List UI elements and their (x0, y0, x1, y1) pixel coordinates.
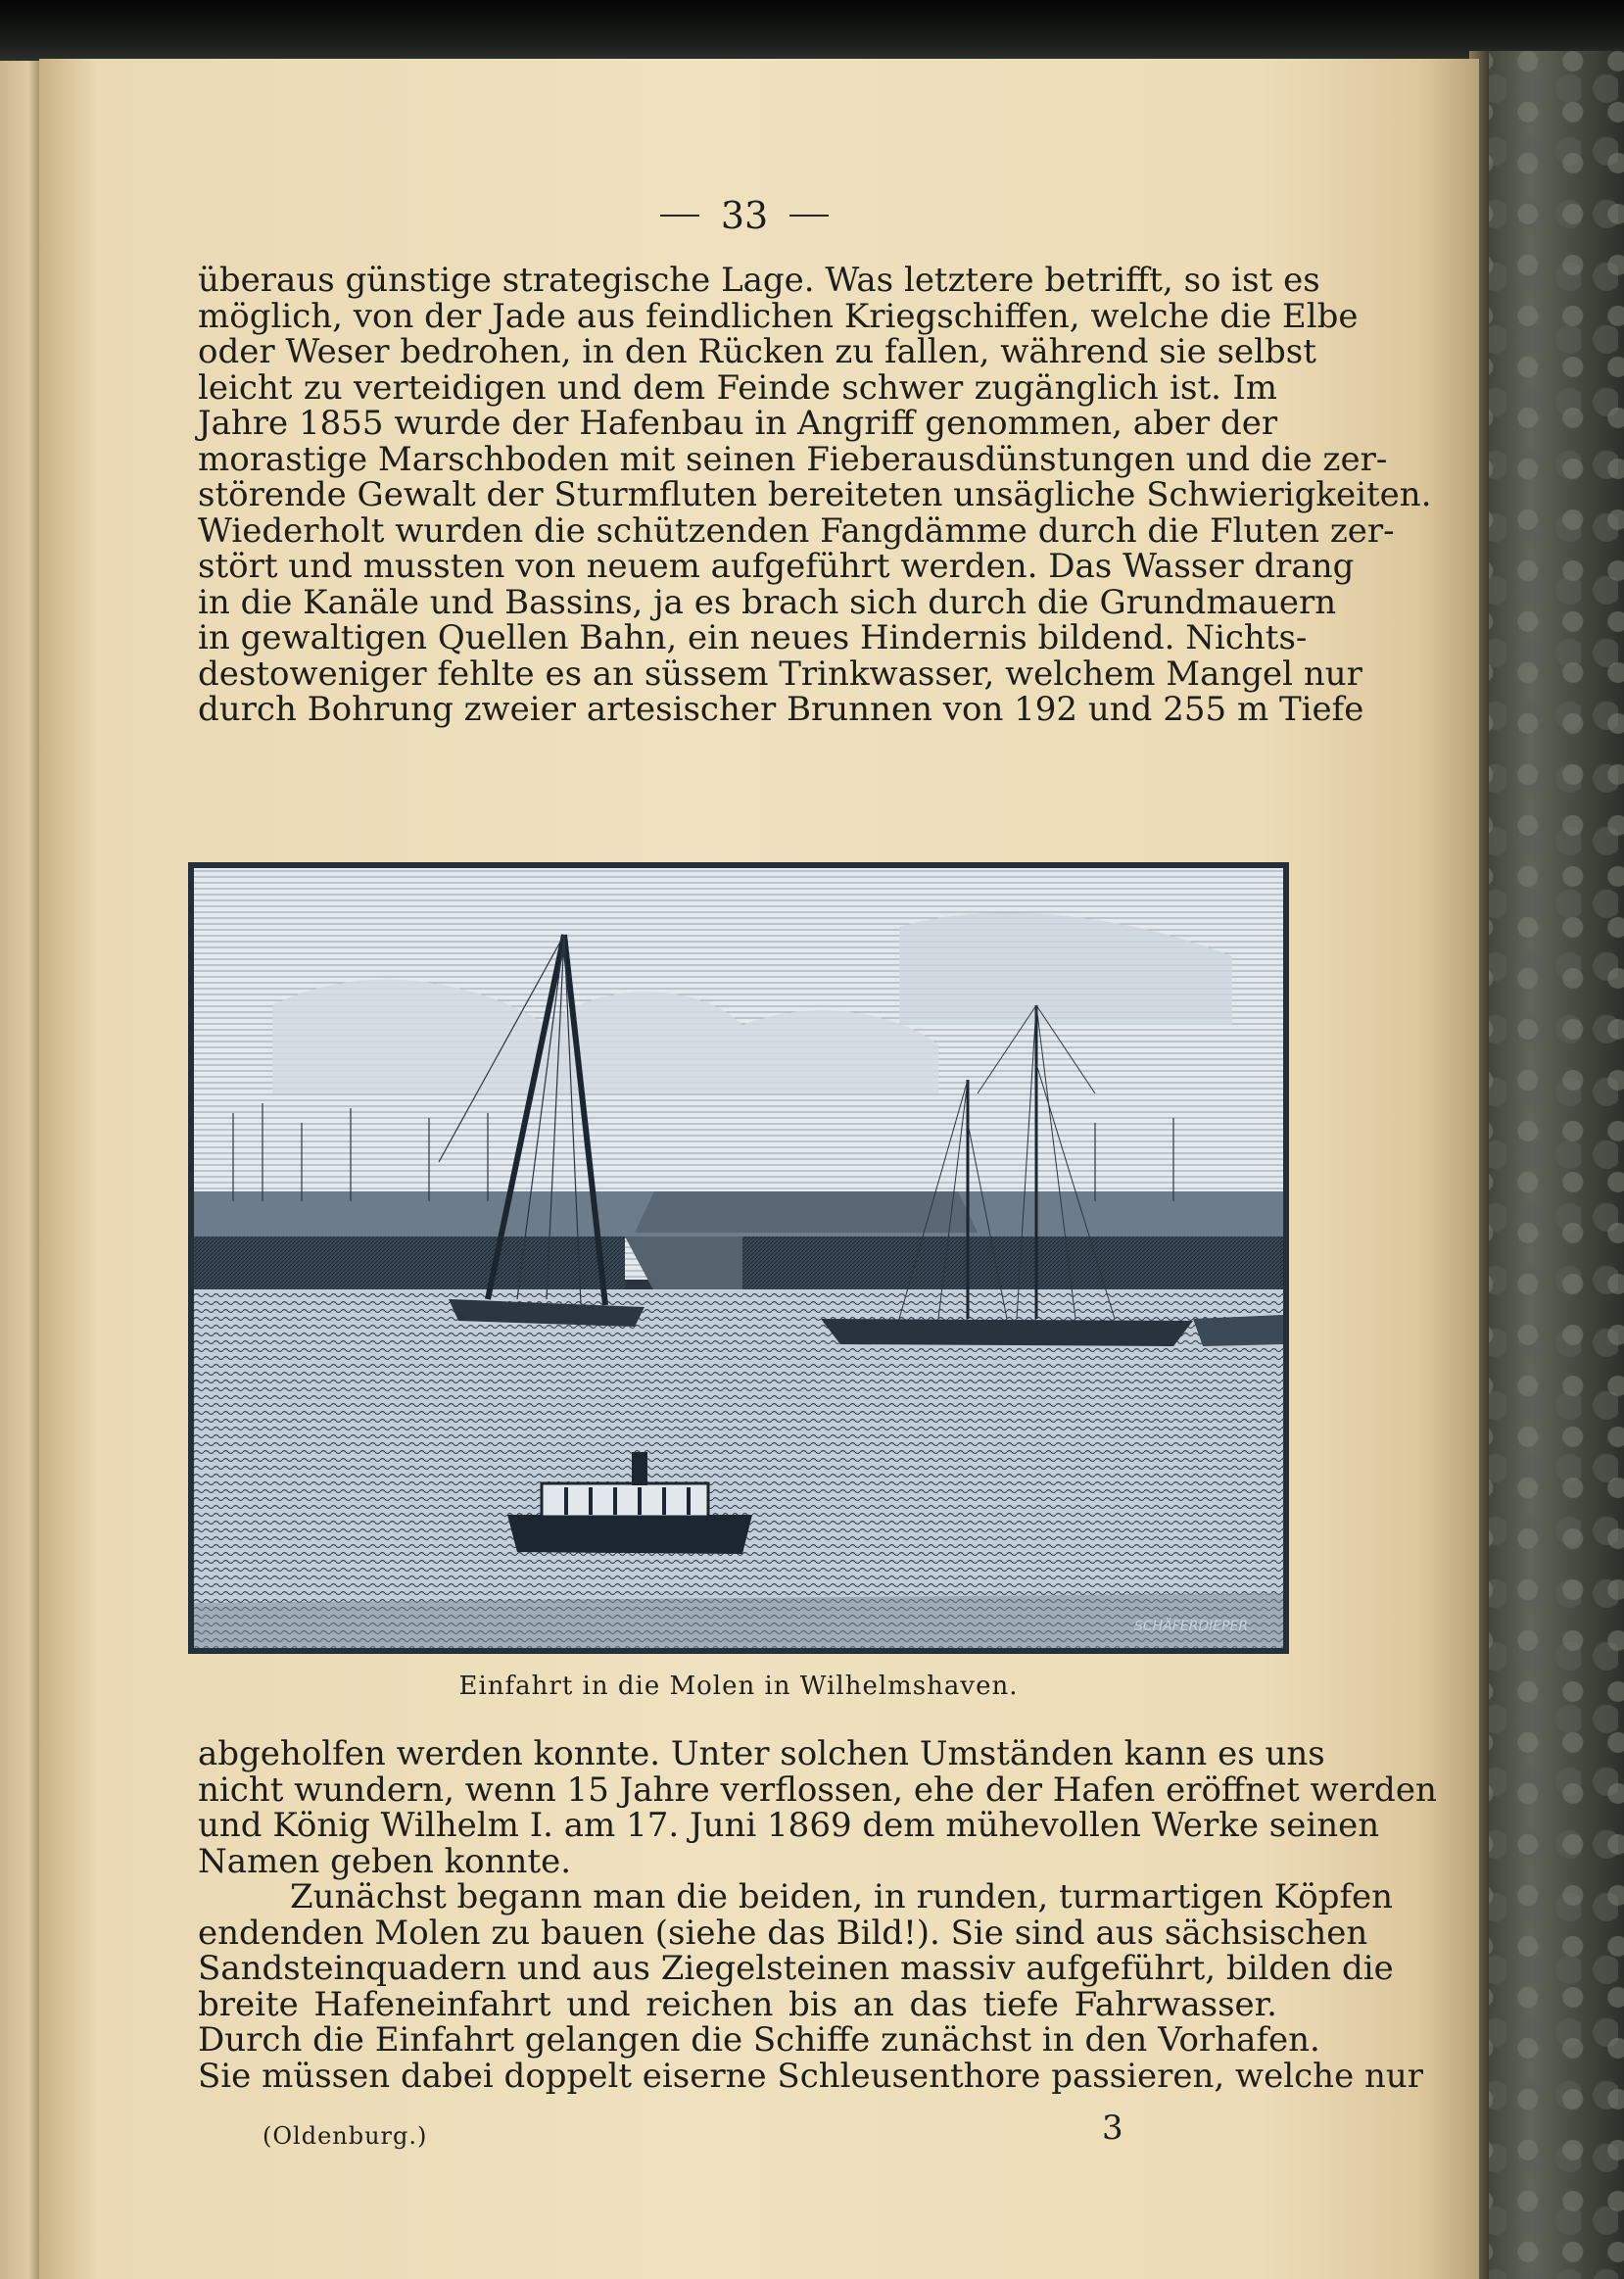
mole-left (194, 1236, 625, 1295)
book-page (39, 59, 1479, 2279)
paragraph-second (198, 1877, 1424, 2096)
text-line: und König Wilhelm I. am 17. Juni 1869 dem mühevollen Werke seinen (198, 1806, 1380, 1845)
text-line: leicht zu verteidigen und dem Feinde schwer zugänglich ist. Im (198, 367, 1277, 408)
footer-sheet-number: 3 (1102, 2109, 1123, 2148)
figure-caption: Einfahrt in die Molen in Wilhelmshaven. (458, 1672, 1019, 1701)
text-line: nicht wundern, wenn 15 Jahre verflossen, ehe der Hafen eröffnet werden (198, 1770, 1437, 1810)
facing-page-edge (0, 61, 41, 2279)
text-line: oder Weser bedrohen, in den Rücken zu fallen, während sie selbst (198, 332, 1316, 371)
text-line: störende Gewalt der Sturmfluten bereiteten unsägliche Schwierigkeiten. (198, 475, 1432, 514)
paragraph-bottom (198, 1734, 1437, 1881)
artist-signature: SCHÄFERDIEPER (1134, 1619, 1249, 1634)
text-line: Durch die Einfahrt gelangen die Schiffe zunächst in den Vorhafen. (198, 2020, 1320, 2060)
text-line: endenden Molen zu bauen (siehe das Bild!). Sie sind aus sächsischen (198, 1913, 1368, 1953)
paragraph-top (198, 261, 1432, 729)
text-line: breite Hafeneinfahrt und reichen bis an das tiefe Fahrwasser. (198, 1984, 1277, 2024)
header-dash-left (660, 215, 699, 217)
mole-right (742, 1236, 1283, 1291)
header-dash-right (789, 215, 829, 217)
tugboat-funnel (632, 1452, 647, 1485)
text-line: morastige Marschboden mit seinen Fieberausdünstungen und die zer- (198, 439, 1388, 479)
text-line: durch Bohrung zweier artesischer Brunnen von 192 und 255 m Tiefe (198, 690, 1364, 729)
footer-signature-note: (Oldenburg.) (263, 2122, 428, 2150)
text-line: in die Kanäle und Bassins, ja es brach sich durch die Grundmauern (198, 582, 1337, 622)
text-line: Zunächst begann man die beiden, in runden, turmartigen Köpfen (290, 1877, 1394, 1916)
text-line: Sandsteinquadern und aus Ziegelsteinen massiv aufgeführt, bilden die (198, 1949, 1394, 1988)
text-line: Namen geben konnte. (198, 1841, 572, 1881)
text-line: Jahre 1855 wurde der Hafenbau in Angriff genommen, aber der (198, 404, 1278, 443)
illustration-harbor-entrance (188, 862, 1289, 1654)
text-line: in gewaltigen Quellen Bahn, ein neues Hindernis bildend. Nichts- (198, 618, 1308, 657)
text-line: Wiederholt wurden die schützenden Fangdämme durch die Fluten zer- (198, 510, 1395, 551)
engraving-image (194, 868, 1283, 1648)
text-line: destoweniger fehlte es an süssem Trinkwasser, welchem Mangel nur (198, 654, 1362, 694)
paddle-steamer (1193, 1315, 1283, 1346)
text-line: möglich, von der Jade aus feindlichen Kriegschiffen, welche die Elbe (198, 296, 1359, 336)
page-header (627, 186, 862, 245)
text-line: überaus günstige strategische Lage. Was letztere betrifft, so ist es (198, 261, 1320, 300)
text-line: abgeholfen werden konnte. Unter solchen Umständen kann es uns (198, 1734, 1325, 1773)
page-number: 33 (720, 194, 769, 237)
tugboat-hull (507, 1515, 752, 1554)
text-line: stört und mussten von neuem aufgeführt werden. Das Wasser drang (198, 547, 1355, 586)
schooner-hull (821, 1319, 1193, 1346)
book-cover-marbled (1469, 51, 1624, 2279)
text-line: Sie müssen dabei doppelt eiserne Schleusenthore passieren, welche nur (198, 2056, 1424, 2096)
